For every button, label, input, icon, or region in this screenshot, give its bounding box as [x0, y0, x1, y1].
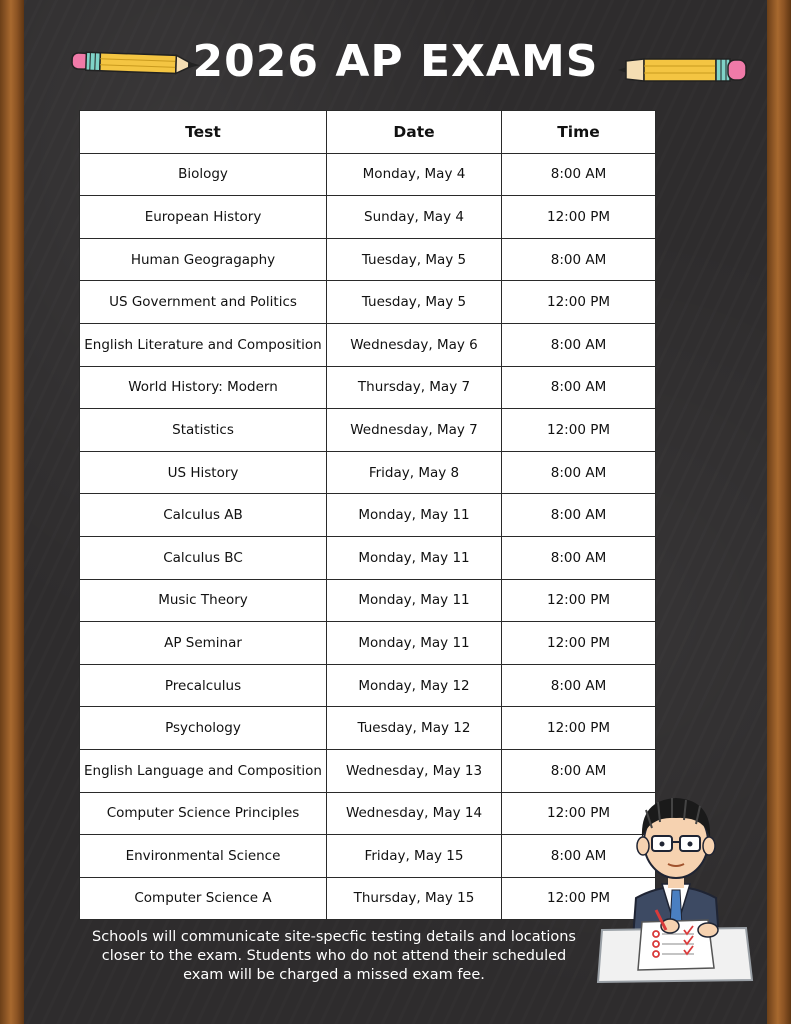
cell-test: US History — [80, 451, 327, 494]
cell-test: Statistics — [80, 409, 327, 452]
cell-date: Sunday, May 4 — [327, 196, 502, 239]
table-row — [80, 536, 656, 579]
cell-date: Tuesday, May 5 — [327, 281, 502, 324]
cell-date: Tuesday, May 12 — [327, 707, 502, 750]
table-row — [80, 451, 656, 494]
cell-test: Music Theory — [80, 579, 327, 622]
cell-date: Thursday, May 7 — [327, 366, 502, 409]
table-header-row — [80, 111, 656, 154]
cell-test: Biology — [80, 153, 327, 196]
cell-time: 12:00 PM — [502, 707, 656, 750]
table-row — [80, 238, 656, 281]
table-row — [80, 707, 656, 750]
table-row — [80, 835, 656, 878]
table-row — [80, 622, 656, 665]
cell-date: Monday, May 11 — [327, 622, 502, 665]
cell-test: Human Geogragaphy — [80, 238, 327, 281]
cell-date: Wednesday, May 6 — [327, 323, 502, 366]
cell-date: Wednesday, May 13 — [327, 749, 502, 792]
student-taking-test-illustration — [596, 780, 756, 990]
table-row — [80, 323, 656, 366]
cell-time: 12:00 PM — [502, 281, 656, 324]
cell-time: 12:00 PM — [502, 792, 656, 835]
header-time: Time — [502, 111, 656, 154]
cell-test: Computer Science Principles — [80, 792, 327, 835]
cell-time: 8:00 AM — [502, 664, 656, 707]
cell-date: Friday, May 15 — [327, 835, 502, 878]
cell-date: Tuesday, May 5 — [327, 238, 502, 281]
header-test: Test — [80, 111, 327, 154]
table-row — [80, 664, 656, 707]
cell-test: US Government and Politics — [80, 281, 327, 324]
cell-date: Wednesday, May 14 — [327, 792, 502, 835]
cell-time: 8:00 AM — [502, 835, 656, 878]
table-row — [80, 792, 656, 835]
wood-frame-right — [767, 0, 791, 1024]
cell-time: 8:00 AM — [502, 153, 656, 196]
page-title: 2026 AP EXAMS — [192, 36, 599, 87]
cell-date: Monday, May 11 — [327, 494, 502, 537]
table-row — [80, 196, 656, 239]
cell-test: European History — [80, 196, 327, 239]
cell-test: Psychology — [80, 707, 327, 750]
table-row — [80, 366, 656, 409]
cell-time: 12:00 PM — [502, 579, 656, 622]
exam-schedule-table — [79, 110, 656, 920]
cell-date: Friday, May 8 — [327, 451, 502, 494]
cell-time: 8:00 AM — [502, 451, 656, 494]
cell-time: 12:00 PM — [502, 196, 656, 239]
cell-time: 12:00 PM — [502, 409, 656, 452]
table-row — [80, 409, 656, 452]
cell-test: AP Seminar — [80, 622, 327, 665]
table-row — [80, 494, 656, 537]
table-row — [80, 749, 656, 792]
cell-test: English Language and Composition — [80, 749, 327, 792]
table-row — [80, 281, 656, 324]
pencil-icon — [614, 55, 750, 85]
wood-frame-left — [0, 0, 24, 1024]
cell-date: Wednesday, May 7 — [327, 409, 502, 452]
cell-test: World History: Modern — [80, 366, 327, 409]
cell-date: Monday, May 11 — [327, 579, 502, 622]
cell-time: 8:00 AM — [502, 238, 656, 281]
cell-time: 8:00 AM — [502, 536, 656, 579]
cell-time: 8:00 AM — [502, 366, 656, 409]
header-date: Date — [327, 111, 502, 154]
table-row — [80, 579, 656, 622]
cell-date: Thursday, May 15 — [327, 877, 502, 920]
table-row — [80, 877, 656, 920]
table-row — [80, 153, 656, 196]
cell-test: Calculus AB — [80, 494, 327, 537]
cell-date: Monday, May 4 — [327, 153, 502, 196]
cell-test: English Literature and Composition — [80, 323, 327, 366]
cell-test: Environmental Science — [80, 835, 327, 878]
cell-time: 12:00 PM — [502, 622, 656, 665]
cell-time: 8:00 AM — [502, 494, 656, 537]
cell-time: 12:00 PM — [502, 877, 656, 920]
cell-time: 8:00 AM — [502, 323, 656, 366]
table-body — [80, 153, 656, 920]
footnote-text: Schools will communicate site-specfic testing details and locations closer to the exam. Students who do not attend their scheduled exam will be charged a missed exam fee. — [92, 929, 576, 983]
cell-date: Monday, May 11 — [327, 536, 502, 579]
cell-time: 8:00 AM — [502, 749, 656, 792]
cell-test: Precalculus — [80, 664, 327, 707]
cell-test: Calculus BC — [80, 536, 327, 579]
cell-test: Computer Science A — [80, 877, 327, 920]
cell-date: Monday, May 12 — [327, 664, 502, 707]
